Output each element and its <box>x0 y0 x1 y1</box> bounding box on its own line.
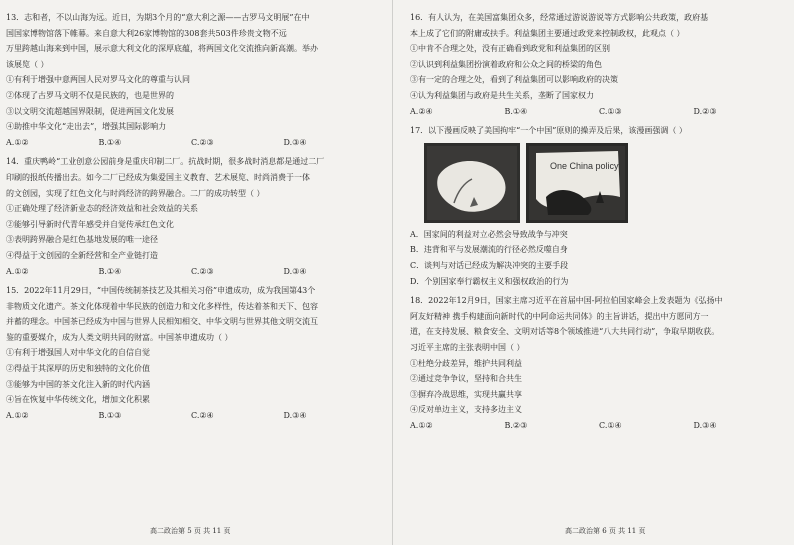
q14-option: ③表明跨界融合是红色基地发展的唯一途径 <box>6 235 158 245</box>
q15-answer-c: C.②④ <box>191 410 214 420</box>
question-18 <box>410 293 788 433</box>
q18-answer-c: C.①④ <box>599 420 622 430</box>
q16-answer-a: A.②④ <box>410 106 433 116</box>
q14-answers <box>6 264 376 280</box>
cartoon-panel-1 <box>424 143 520 223</box>
q14-stem-line: 的文创园，实现了红色文化与时尚经济的跨界融合。二厂的成功转型（ ） <box>6 188 265 198</box>
page-footer-left: 高二政治第 5 页 共 11 页 <box>150 527 231 535</box>
q15-answer-b: B.①③ <box>98 410 122 420</box>
left-page <box>6 10 376 427</box>
q18-stem-line: 习近平主席的主张表明中国（ ） <box>410 342 525 352</box>
q18-answer-a: A.①② <box>410 420 433 430</box>
q17-option: B．违背和平与发展潮流的行径必然反噬自身 <box>410 245 568 255</box>
q16-option: ②认识到利益集团扮演着政府和公众之间的桥梁的角色 <box>410 59 602 69</box>
q16-option: ④认为利益集团与政府是共生关系，垄断了国家权力 <box>410 90 594 100</box>
q15-option: ②得益于其深厚的历史和独特的文化价值 <box>6 364 150 374</box>
q16-answer-b: B.①④ <box>504 106 528 116</box>
q14-answer-d: D.③④ <box>283 266 307 276</box>
q15-answer-a: A.①② <box>6 410 29 420</box>
q15-answer-d: D.③④ <box>283 410 307 420</box>
question-17 <box>410 123 788 293</box>
q18-option: ④反对单边主义，支持多边主义 <box>410 405 522 415</box>
q14-answer-b: B.①④ <box>98 266 122 276</box>
q13-answer-d: D.③④ <box>283 137 307 147</box>
right-page <box>410 10 788 437</box>
q18-option: ③摒弃冷战思维，实现共赢共享 <box>410 389 522 399</box>
q17-option: A．国家间的利益对立必然会导致战争与冲突 <box>410 229 568 239</box>
cartoon-caption: One China policy <box>550 160 619 171</box>
q18-stem-line: 18．2022年12月9日，国家主席习近平在首届中国-阿拉伯国家峰会上发表题为《弘扬中 <box>410 296 723 306</box>
q14-stem-line: 印刷的报纸传播出去。如今二厂已经成为集爱国主义教育、艺术展览、时尚消费于一体 <box>6 172 310 182</box>
cartoon-figure <box>424 143 788 223</box>
q18-stem-line: 道，在支持发展、粮食安全、文明对话等8个领域推进“八大共同行动”，争取早期收获。 <box>410 327 720 337</box>
q18-answers <box>410 418 788 434</box>
question-13 <box>6 10 376 150</box>
q18-stem-line: 阿友好精神 携手构建面向新时代的中阿命运共同体》的主旨讲话，提出中方愿同方一 <box>410 311 709 321</box>
q18-answer-b: B.②③ <box>504 420 528 430</box>
page-footer-right: 高二政治第 6 页 共 11 页 <box>565 527 646 535</box>
q15-stem-line: 非物质文化遗产。茶文化体现着中华民族的创造力和文化多样性，传达着茶和天下、包容 <box>6 301 318 311</box>
q15-option: ③能够为中国的茶文化注入新的时代内涵 <box>6 379 150 389</box>
q13-answer-b: B.①④ <box>98 137 122 147</box>
q14-answer-c: C.②③ <box>191 266 214 276</box>
q17-option: C．谈判与对话已经成为解决冲突的主要手段 <box>410 260 569 270</box>
page-gutter <box>392 0 393 545</box>
q15-stem-line: 15．2022年11月29日，“中国传统制茶技艺及其相关习俗”申遗成功，成为我国第43个 <box>6 286 316 296</box>
q13-stem-line: 13．志和者，不以山海为远。近日，为期3个月的“意大利之源——古罗马文明展”在中 <box>6 13 310 22</box>
question-16 <box>410 10 788 119</box>
q15-stem-line: 并蓄的理念。中国茶已经成为中国与世界人民相知相交、中华文明与世界其他文明交流互 <box>6 317 318 327</box>
q15-option: ④旨在恢复中华传统文化，增加文化积累 <box>6 395 150 405</box>
q16-stem-line: 16．有人认为，在美国富集团众多，经常通过游说游说等方式影响公共政策，政府基 <box>410 13 709 22</box>
q14-option: ②能够引导新时代青年感受并自觉传承红色文化 <box>6 219 174 229</box>
q13-stem-line: 万里跨越山海来到中国，展示意大利文化的深厚底蕴，将两国文化交流推向新高潮。举办 <box>6 44 318 54</box>
q13-answer-c: C.②③ <box>191 137 214 147</box>
q13-option: ③以文明交流超越国界限制，促进两国文化发展 <box>6 106 174 116</box>
q18-option: ②通过竞争争议，坚持和合共生 <box>410 374 522 384</box>
q14-option: ①正确处理了经济新业态的经济效益和社会效益的关系 <box>6 204 198 214</box>
q16-answer-c: C.①③ <box>599 106 622 116</box>
q16-answer-d: D.②③ <box>693 106 717 116</box>
q18-answer-d: D.③④ <box>693 420 717 430</box>
question-14 <box>6 154 376 279</box>
q14-answer-a: A.①② <box>6 266 29 276</box>
q15-option: ①有利于增强国人对中华文化的自信自觉 <box>6 348 150 358</box>
q13-answer-a: A.①② <box>6 137 29 147</box>
q14-stem-line: 14．重庆鸭岭“工业创意公园前身是重庆印制二厂。抗战时期，很多战时消息都是通过二厂 <box>6 157 325 167</box>
q17-option: D．个别国家奉行霸权主义和强权政治的行为 <box>410 276 569 286</box>
q16-option: ③有一定的合理之处，看到了利益集团可以影响政府的决策 <box>410 75 618 85</box>
cartoon-panel-2 <box>526 143 628 223</box>
q17-stem-line: 17．以下漫画反映了美国拘牢“一个中国”原则的操弄及后果，该漫画强调（ ） <box>410 126 687 136</box>
q18-option: ①杜绝分歧差异，维护共同利益 <box>410 358 522 368</box>
q16-option: ①中肯不合理之处，没有正确看到政党和利益集团的区别 <box>410 44 610 54</box>
q13-option: ②体现了古罗马文明不仅是民族的，也是世界的 <box>6 90 174 100</box>
question-15 <box>6 283 376 423</box>
q13-stem-line: 该展览（ ） <box>6 59 49 69</box>
q13-option: ①有利于增强中意两国人民对罗马文化的尊重与认同 <box>6 75 190 85</box>
q16-stem-line: 本上成了它们的附庸或扶手。利益集团主要通过政党来控制政权，此观点（ ） <box>410 28 685 38</box>
q13-answers <box>6 135 376 151</box>
q15-answers <box>6 408 376 424</box>
q15-stem-line: 鉴的重要媒介，成为人类文明共同的财富。中国茶申遗成功（ ） <box>6 332 233 342</box>
q13-stem-line: 国国家博物馆落下帷幕。来自意大利26家博物馆的308套共503件珍贵文物不远 <box>6 28 287 38</box>
q16-answers <box>410 104 788 120</box>
q14-option: ④得益于文创园的全新经营和全产业链打造 <box>6 250 158 260</box>
q13-option: ④助推中华文化“走出去”，增强其国际影响力 <box>6 122 167 132</box>
